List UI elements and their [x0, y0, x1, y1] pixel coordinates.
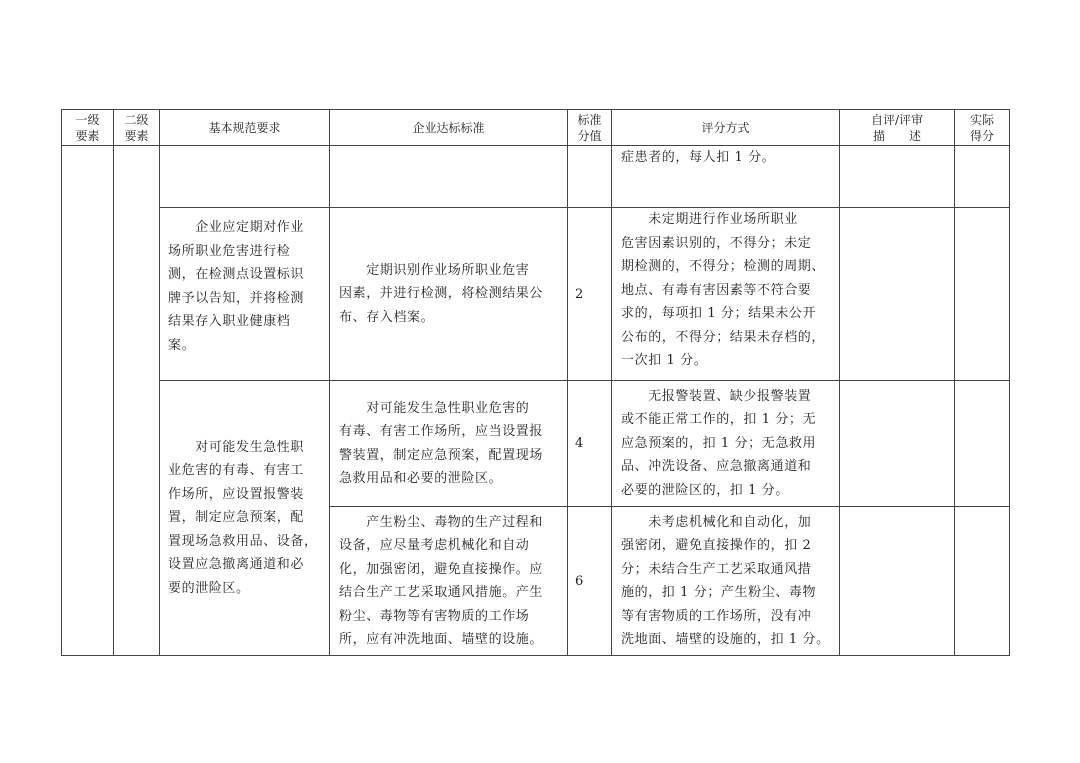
- basic-requirement-cell: 企业应定期对作业 场所职业危害进行检 测，在检测点设置标识 牌予以告知，并将检测 结果存入职业健康档 案。: [160, 208, 330, 381]
- header-actual-score: 实际 得分: [955, 110, 1010, 146]
- header-score-value: 标准 分值: [568, 110, 612, 146]
- header-row: [62, 110, 1010, 146]
- enterprise-standard-cell: 定期识别作业场所职业危害 因素，并进行检测，将检测结果公 布、存入档案。: [330, 208, 568, 381]
- self-evaluation-cell: [840, 208, 955, 381]
- enterprise-standard-cell: [330, 146, 568, 208]
- basic-requirement-cell: [160, 146, 330, 208]
- scoring-method-cell: 未定期进行作业场所职业 危害因素识别的，不得分；未定 期检测的，不得分；检测的周期、 地点、有毒有害因素等不符合要 求的，每项扣 1 分；结果未公开 公布的，不得分；结果未存档的， 一次扣 1 分。: [612, 208, 840, 381]
- actual-score-cell: [955, 507, 1010, 656]
- enterprise-standard-cell: 对可能发生急性职业危害的 有毒、有害工作场所，应当设置报 警装置，制定应急预案，配置现场 急救用品和必要的泄险区。: [330, 381, 568, 507]
- header-level2: 二级 要素: [114, 110, 160, 146]
- header-self-evaluation: 自评/评审 描 述: [840, 110, 955, 146]
- evaluation-table: [61, 109, 1010, 656]
- actual-score-cell: [955, 208, 1010, 381]
- table-row: [62, 381, 1010, 507]
- table-row: [62, 146, 1010, 208]
- scoring-method-cell: 无报警装置、缺少报警装置 或不能正常工作的，扣 1 分；无 应急预案的，扣 1 分；无急救用 品、冲洗设备、应急撤离通道和 必要的泄险区的，扣 1 分。: [612, 381, 840, 507]
- score-value-cell: [568, 146, 612, 208]
- level2-cell: [114, 146, 160, 656]
- header-level1: 一级 要素: [62, 110, 114, 146]
- self-evaluation-cell: [840, 507, 955, 656]
- scoring-method-cell: 症患者的，每人扣 1 分。: [612, 146, 840, 208]
- header-enterprise-standard: 企业达标标准: [330, 110, 568, 146]
- enterprise-standard-cell: 产生粉尘、毒物的生产过程和 设备，应尽量考虑机械化和自动 化，加强密闭，避免直接操作。应 结合生产工艺采取通风措施。产生 粉尘、毒物等有害物质的工作场 所，应有冲洗地面、墙壁的设施。: [330, 507, 568, 656]
- score-value-cell: 4: [568, 381, 612, 507]
- table-row: [62, 208, 1010, 381]
- score-value-cell: 2: [568, 208, 612, 381]
- self-evaluation-cell: [840, 146, 955, 208]
- header-basic-requirement: 基本规范要求: [160, 110, 330, 146]
- score-value-cell: 6: [568, 507, 612, 656]
- basic-requirement-cell: 对可能发生急性职 业危害的有毒、有害工 作场所，应设置报警装 置，制定应急预案，配 置现场急救用品、设备， 设置应急撤离通道和必 要的泄险区。: [160, 381, 330, 656]
- level1-cell: [62, 146, 114, 656]
- scoring-method-cell: 未考虑机械化和自动化，加 强密闭，避免直接操作的，扣 2 分；未结合生产工艺采取通风措 施的，扣 1 分；产生粉尘、毒物 等有害物质的工作场所，没有冲 洗地面、墙壁的设施的，扣 1 分。: [612, 507, 840, 656]
- self-evaluation-cell: [840, 381, 955, 507]
- actual-score-cell: [955, 381, 1010, 507]
- header-scoring-method: 评分方式: [612, 110, 840, 146]
- actual-score-cell: [955, 146, 1010, 208]
